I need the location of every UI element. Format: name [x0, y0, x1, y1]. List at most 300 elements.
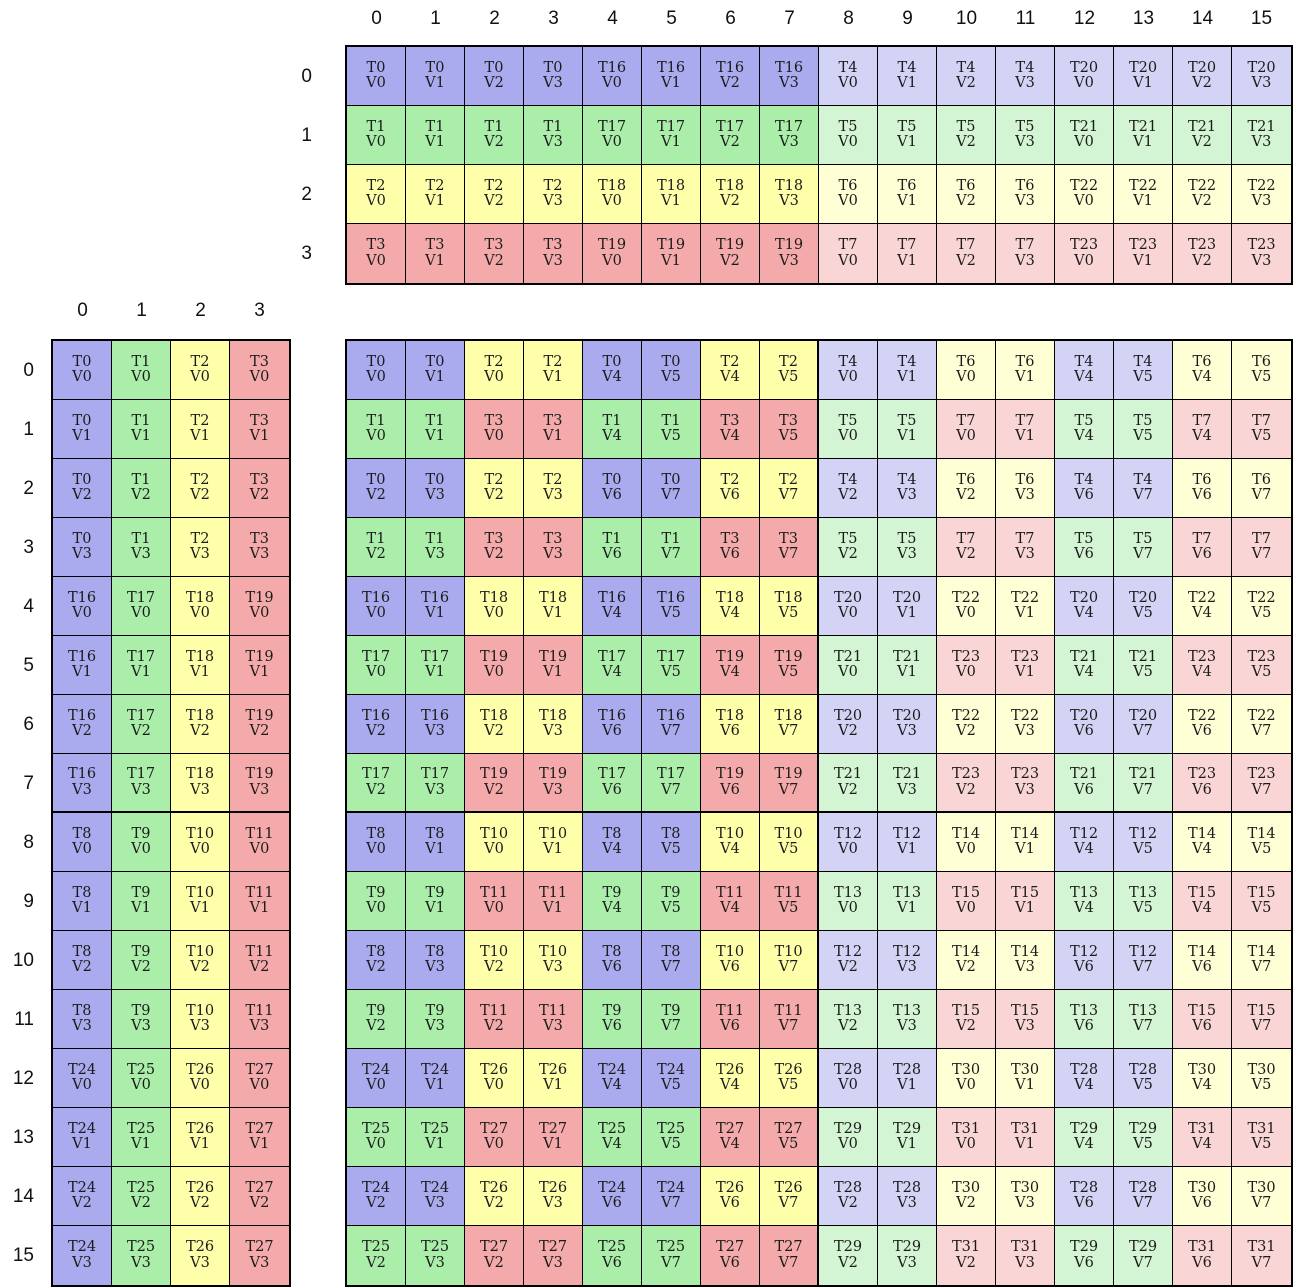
- value-label: V7: [661, 487, 681, 503]
- thread-label: T2: [366, 177, 386, 194]
- thread-label: T24: [67, 1120, 97, 1137]
- grid-cell: [583, 872, 642, 931]
- grid-cell: [465, 1226, 524, 1285]
- grid-cell: [171, 931, 230, 990]
- thread-label: T13: [892, 884, 922, 901]
- grid-cell: [583, 400, 642, 459]
- value-label: V6: [720, 1018, 740, 1034]
- grid-cell: [53, 459, 112, 518]
- value-label: V2: [838, 723, 858, 739]
- value-label: V3: [425, 1195, 445, 1211]
- grid-cell: [642, 1108, 701, 1167]
- thread-label: T7: [956, 530, 976, 547]
- grid-cell: [53, 931, 112, 990]
- grid-cell: [112, 1226, 171, 1285]
- value-label: V1: [131, 664, 151, 680]
- value-label: V1: [425, 1136, 445, 1152]
- grid-cell: [112, 990, 171, 1049]
- grid-cell: [53, 872, 112, 931]
- value-label: V1: [897, 369, 917, 385]
- value-label: V5: [661, 1136, 681, 1152]
- thread-label: T21: [1069, 766, 1099, 782]
- grid-cell: [53, 341, 112, 400]
- grid-cell: [1173, 931, 1232, 990]
- grid-cell: [406, 518, 465, 577]
- value-label: V1: [425, 605, 445, 621]
- grid-cell: [878, 577, 937, 636]
- value-label: V7: [661, 1254, 681, 1271]
- thread-label: T11: [774, 1002, 803, 1019]
- grid-cell: [230, 754, 289, 813]
- thread-label: T10: [774, 825, 803, 842]
- value-label: V7: [661, 959, 681, 975]
- grid-cell: [937, 754, 996, 813]
- thread-label: T12: [892, 943, 922, 960]
- value-label: V7: [1133, 959, 1153, 975]
- value-label: V6: [720, 1254, 740, 1271]
- grid-cell: [701, 754, 760, 813]
- value-label: V3: [897, 1254, 917, 1271]
- thread-label: T31: [951, 1239, 981, 1255]
- grid-cell: [1114, 106, 1173, 165]
- thread-label: T30: [1187, 1061, 1217, 1078]
- grid-cell: [701, 1108, 760, 1167]
- grid-cell: [171, 400, 230, 459]
- value-label: V0: [131, 1077, 151, 1093]
- grid-cell: [112, 931, 171, 990]
- value-label: V4: [1074, 900, 1094, 916]
- grid-cell: [1232, 813, 1291, 872]
- value-label: V6: [720, 781, 740, 798]
- thread-label: T17: [656, 648, 686, 665]
- thread-label: T11: [774, 884, 803, 901]
- value-label: V4: [602, 1077, 622, 1093]
- value-label: V2: [131, 1195, 151, 1211]
- value-label: V0: [956, 428, 976, 444]
- value-label: V1: [425, 1077, 445, 1093]
- thread-label: T9: [131, 884, 151, 901]
- grid-cell: [996, 165, 1055, 224]
- value-label: V2: [838, 1254, 858, 1271]
- thread-label: T8: [602, 825, 622, 842]
- grid-cell: [583, 990, 642, 1049]
- grid-cell: [53, 518, 112, 577]
- thread-label: T29: [833, 1120, 863, 1137]
- value-label: V1: [897, 428, 917, 444]
- grid-cell: [1114, 341, 1173, 400]
- thread-label: T23: [1187, 648, 1217, 665]
- thread-label: T5: [897, 412, 917, 429]
- thread-label: T10: [479, 943, 509, 960]
- left-grid-row-headers: [2, 341, 42, 1285]
- thread-label: T1: [602, 530, 622, 547]
- value-label: V0: [72, 841, 92, 857]
- thread-label: T2: [543, 177, 563, 194]
- grid-cell: [701, 990, 760, 1049]
- thread-label: T15: [1010, 1002, 1040, 1019]
- thread-label: T1: [131, 412, 151, 429]
- thread-label: T15: [951, 884, 981, 901]
- grid-cell: [524, 695, 583, 754]
- value-label: V2: [1192, 134, 1212, 150]
- thread-label: T18: [597, 177, 627, 194]
- grid-cell: [642, 518, 701, 577]
- grid-cell: [819, 754, 878, 813]
- value-label: V6: [720, 487, 740, 503]
- thread-label: T3: [543, 237, 563, 253]
- thread-label: T7: [1192, 530, 1212, 547]
- thread-label: T22: [1247, 177, 1276, 194]
- value-label: V6: [1074, 723, 1094, 739]
- thread-label: T0: [602, 471, 622, 488]
- thread-label: T16: [420, 589, 450, 606]
- value-label: V6: [1192, 723, 1212, 739]
- value-label: V4: [1192, 841, 1212, 857]
- grid-cell: [53, 1226, 112, 1285]
- grid-cell: [230, 636, 289, 695]
- thread-label: T9: [661, 1002, 681, 1019]
- value-label: V3: [897, 1018, 917, 1034]
- thread-label: T26: [479, 1061, 509, 1078]
- value-label: V2: [366, 1018, 386, 1034]
- thread-label: T0: [72, 353, 92, 370]
- thread-label: T6: [956, 177, 976, 194]
- value-label: V3: [897, 959, 917, 975]
- grid-cell: [1114, 990, 1173, 1049]
- value-label: V4: [602, 1136, 622, 1152]
- thread-label: T8: [425, 943, 445, 960]
- grid-cell: [1173, 1226, 1232, 1285]
- value-label: V7: [1251, 546, 1272, 562]
- grid-cell: [819, 990, 878, 1049]
- grid-cell: [760, 1226, 819, 1285]
- grid-cell: [347, 1108, 406, 1167]
- grid-cell: [583, 695, 642, 754]
- thread-label: T27: [538, 1120, 568, 1137]
- grid-cell: [1173, 1108, 1232, 1167]
- value-label: V0: [366, 428, 386, 444]
- thread-label: T11: [245, 943, 274, 960]
- thread-label: T14: [1187, 825, 1217, 842]
- thread-label: T6: [1192, 353, 1212, 370]
- thread-label: T23: [1128, 237, 1158, 253]
- thread-label: T13: [1128, 884, 1158, 901]
- grid-cell: [112, 577, 171, 636]
- grid-cell: [1173, 106, 1232, 165]
- value-label: V0: [602, 193, 622, 209]
- thread-label: T17: [126, 707, 156, 724]
- column-header: 6: [725, 7, 736, 29]
- thread-label: T3: [250, 353, 269, 370]
- thread-label: T17: [126, 766, 156, 782]
- value-label: V2: [484, 1018, 504, 1034]
- value-label: V1: [1015, 1136, 1035, 1152]
- thread-label: T3: [250, 471, 269, 488]
- grid-cell: [819, 872, 878, 931]
- value-label: V0: [838, 193, 858, 209]
- thread-label: T1: [543, 118, 563, 135]
- value-label: V1: [1015, 1077, 1035, 1093]
- value-label: V0: [366, 75, 386, 91]
- grid-cell: [819, 695, 878, 754]
- thread-label: T27: [715, 1239, 745, 1255]
- value-label: V1: [425, 369, 445, 385]
- thread-label: T18: [774, 589, 803, 606]
- grid-cell: [230, 518, 289, 577]
- grid-cell: [1173, 577, 1232, 636]
- thread-label: T1: [661, 530, 681, 547]
- grid-cell: [819, 813, 878, 872]
- thread-label: T22: [1247, 589, 1276, 606]
- thread-label: T27: [479, 1239, 509, 1255]
- grid-cell: [878, 106, 937, 165]
- grid-cell: [760, 165, 819, 224]
- value-label: V1: [425, 428, 445, 444]
- value-label: V3: [425, 723, 445, 739]
- value-label: V0: [72, 369, 92, 385]
- grid-cell: [937, 1108, 996, 1167]
- value-label: V2: [720, 193, 740, 209]
- value-label: V3: [249, 781, 270, 798]
- value-label: V0: [484, 1077, 504, 1093]
- value-label: V1: [1015, 428, 1035, 444]
- thread-label: T5: [1133, 412, 1153, 429]
- value-label: V2: [838, 1018, 858, 1034]
- thread-label: T2: [779, 471, 798, 488]
- thread-label: T29: [892, 1120, 922, 1137]
- value-label: V0: [838, 664, 858, 680]
- value-label: V2: [484, 252, 504, 269]
- value-label: V3: [1015, 781, 1035, 798]
- value-label: V1: [543, 1136, 563, 1152]
- thread-label: T2: [484, 177, 504, 194]
- thread-label: T24: [67, 1179, 97, 1196]
- thread-label: T17: [126, 648, 156, 665]
- thread-label: T5: [838, 530, 858, 547]
- grid-cell: [996, 1226, 1055, 1285]
- thread-label: T0: [366, 59, 386, 76]
- grid-cell: [347, 341, 406, 400]
- grid-cell: [642, 813, 701, 872]
- thread-label: T28: [1069, 1061, 1099, 1078]
- grid-cell: [1232, 224, 1291, 283]
- thread-label: T17: [361, 648, 391, 665]
- thread-label: T12: [833, 825, 863, 842]
- value-label: V2: [190, 723, 210, 739]
- value-label: V3: [543, 1018, 563, 1034]
- grid-cell: [996, 459, 1055, 518]
- grid-cell: [1173, 1049, 1232, 1108]
- grid-cell: [112, 813, 171, 872]
- thread-label: T30: [951, 1061, 981, 1078]
- value-label: V7: [661, 1195, 681, 1211]
- thread-label: T7: [956, 412, 976, 429]
- value-label: V4: [1074, 664, 1094, 680]
- grid-cell: [1232, 577, 1291, 636]
- value-label: V0: [838, 605, 858, 621]
- grid-cell: [701, 577, 760, 636]
- thread-label: T23: [1069, 237, 1099, 253]
- thread-label: T8: [602, 943, 622, 960]
- thread-label: T6: [1252, 471, 1271, 488]
- grid-cell: [878, 636, 937, 695]
- thread-label: T7: [1252, 530, 1271, 547]
- grid-cell: [524, 813, 583, 872]
- thread-label: T18: [479, 589, 509, 606]
- grid-cell: [583, 931, 642, 990]
- grid-cell: [1232, 341, 1291, 400]
- grid-cell: [1114, 695, 1173, 754]
- thread-label: T3: [543, 530, 563, 547]
- value-label: V2: [838, 781, 858, 798]
- thread-label: T23: [951, 648, 981, 665]
- column-header: 2: [489, 7, 500, 29]
- grid-cell: [701, 931, 760, 990]
- grid-cell: [996, 577, 1055, 636]
- value-label: V1: [1015, 841, 1035, 857]
- grid-cell: [1114, 577, 1173, 636]
- thread-label: T12: [1069, 943, 1099, 960]
- thread-label: T24: [420, 1061, 450, 1078]
- grid-cell: [760, 931, 819, 990]
- grid-cell: [465, 47, 524, 106]
- thread-label: T2: [190, 353, 210, 370]
- thread-label: T17: [656, 118, 686, 135]
- thread-label: T26: [479, 1179, 509, 1196]
- thread-label: T6: [956, 471, 976, 488]
- grid-cell: [1232, 459, 1291, 518]
- value-label: V2: [484, 1195, 504, 1211]
- grid-cell: [112, 1108, 171, 1167]
- value-label: V0: [484, 428, 504, 444]
- thread-label: T28: [833, 1061, 863, 1078]
- grid-cell: [760, 813, 819, 872]
- thread-label: T8: [661, 943, 681, 960]
- grid-cell: [1173, 165, 1232, 224]
- value-label: V6: [1074, 781, 1094, 798]
- value-label: V3: [1251, 252, 1272, 269]
- grid-cell: [642, 1226, 701, 1285]
- grid-cell: [819, 459, 878, 518]
- value-label: V0: [249, 605, 270, 621]
- value-label: V3: [72, 546, 92, 562]
- value-label: V3: [543, 134, 563, 150]
- value-label: V3: [1015, 193, 1035, 209]
- thread-label: T17: [361, 766, 391, 782]
- value-label: V6: [1192, 487, 1212, 503]
- thread-label: T18: [656, 177, 686, 194]
- thread-label: T30: [1010, 1061, 1040, 1078]
- grid-cell: [524, 459, 583, 518]
- thread-label: T28: [1069, 1179, 1099, 1196]
- value-label: V0: [72, 605, 92, 621]
- value-label: V5: [1251, 900, 1272, 916]
- grid-cell: [1055, 577, 1114, 636]
- value-label: V0: [484, 664, 504, 680]
- grid-cell: [878, 1049, 937, 1108]
- grid-cell: [1232, 1049, 1291, 1108]
- grid-cell: [406, 754, 465, 813]
- grid-cell: [112, 695, 171, 754]
- grid-cell: [406, 577, 465, 636]
- grid-cell: [347, 165, 406, 224]
- thread-label: T20: [892, 707, 922, 724]
- value-label: V7: [1251, 1018, 1272, 1034]
- value-label: V2: [366, 1195, 386, 1211]
- value-label: V2: [484, 546, 504, 562]
- grid-cell: [1173, 636, 1232, 695]
- thread-label: T14: [1247, 943, 1276, 960]
- value-label: V3: [897, 487, 917, 503]
- value-label: V1: [543, 900, 563, 916]
- row-header: 15: [12, 1244, 34, 1266]
- row-header: 11: [14, 1008, 34, 1030]
- value-label: V3: [72, 781, 92, 798]
- thread-label: T21: [1128, 118, 1158, 135]
- grid-cell: [583, 224, 642, 283]
- thread-label: T27: [715, 1120, 745, 1137]
- grid-cell: [406, 813, 465, 872]
- value-label: V2: [838, 959, 858, 975]
- grid-cell: [230, 813, 289, 872]
- column-header: 5: [666, 7, 677, 29]
- grid-cell: [760, 341, 819, 400]
- thread-label: T12: [833, 943, 863, 960]
- grid-cell: [171, 872, 230, 931]
- thread-label: T22: [951, 707, 981, 724]
- grid-cell: [760, 577, 819, 636]
- value-label: V0: [838, 1077, 858, 1093]
- grid-cell: [937, 931, 996, 990]
- value-label: V4: [1074, 841, 1094, 857]
- value-label: V2: [956, 134, 976, 150]
- grid-cell: [1232, 400, 1291, 459]
- thread-label: T26: [715, 1179, 745, 1196]
- thread-label: T19: [538, 766, 568, 782]
- thread-label: T20: [833, 589, 863, 606]
- grid-cell: [171, 1167, 230, 1226]
- grid-cell: [701, 459, 760, 518]
- thread-label: T8: [72, 1002, 92, 1019]
- thread-label: T3: [250, 530, 269, 547]
- value-label: V1: [1015, 369, 1035, 385]
- thread-label: T11: [715, 884, 745, 901]
- grid-cell: [230, 341, 289, 400]
- thread-label: T10: [185, 1002, 215, 1019]
- value-label: V1: [661, 193, 681, 209]
- grid-cell: [406, 400, 465, 459]
- value-label: V1: [543, 664, 563, 680]
- value-label: V4: [602, 369, 622, 385]
- grid-cell: [937, 224, 996, 283]
- value-label: V0: [249, 369, 270, 385]
- thread-label: T18: [185, 589, 215, 606]
- thread-label: T16: [715, 59, 745, 76]
- grid-cell: [760, 1049, 819, 1108]
- grid-cell: [760, 1108, 819, 1167]
- value-label: V3: [131, 546, 151, 562]
- grid-cell: [760, 754, 819, 813]
- value-label: V4: [1074, 428, 1094, 444]
- value-label: V4: [602, 664, 622, 680]
- row-header: 2: [23, 477, 34, 499]
- grid-cell: [347, 636, 406, 695]
- grid-cell: [230, 1226, 289, 1285]
- thread-label: T10: [479, 825, 509, 842]
- grid-cell: [878, 695, 937, 754]
- value-label: V7: [1251, 487, 1272, 503]
- grid-cell: [701, 165, 760, 224]
